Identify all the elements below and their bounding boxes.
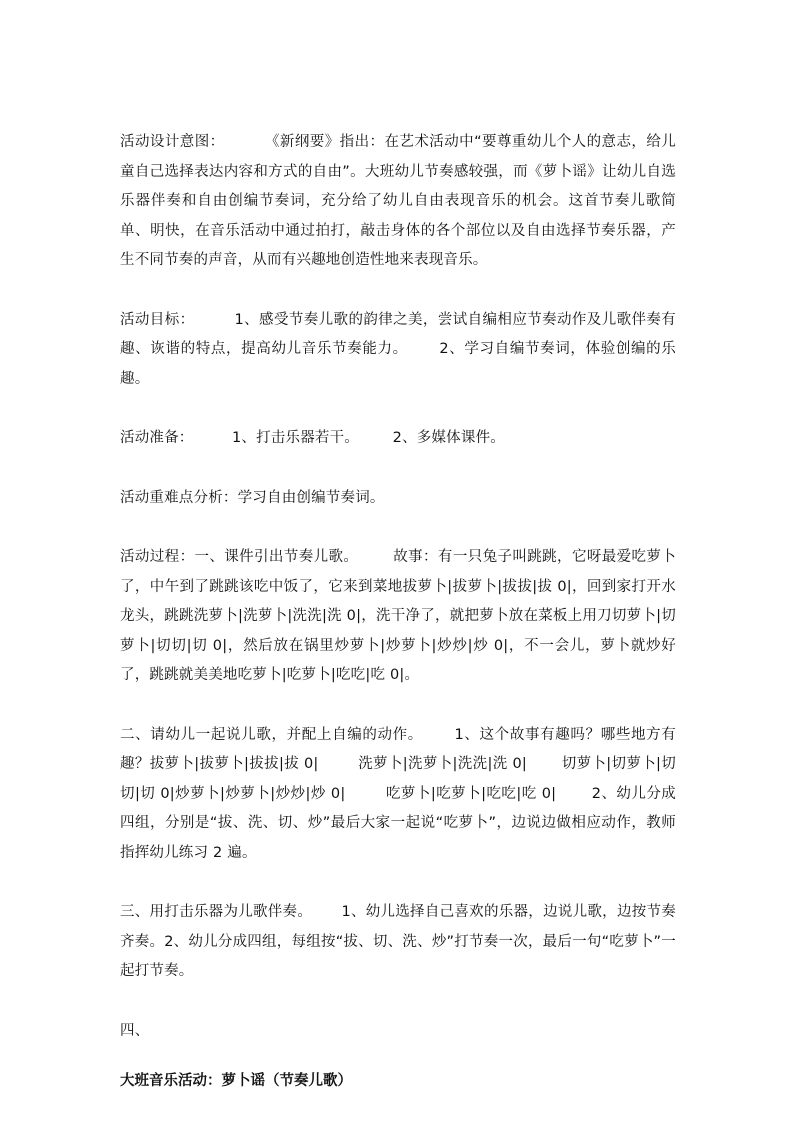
design-intent-paragraph: 活动设计意图： 《新纲要》指出：在艺术活动中“要尊重幼儿个人的意志，给儿童自己选择表达内容和方式的自由”。大班幼儿节奏感较强，而《萝卜谣》让幼儿自选乐器伴奏和自由创编节奏词，充分给了幼儿自由表现音乐的机会。这首节奏儿歌简单、明快，在音乐活动中通过拍打，敲击身体的各个部位以及自由选择节奏乐器，产生不同节奏的声音，从而有兴趣地创造性地来表现音乐。 [120, 134, 676, 268]
process-paragraph-2: 二、请幼儿一起说儿歌，并配上自编的动作。 1、这个故事有趣吗？哪些地方有趣？拔萝卜|拔萝卜|拔拔|拔 0| 洗萝卜|洗萝卜|洗洗|洗 0| 切萝卜|切萝卜|切切|切 0|炒萝卜|炒萝卜|炒炒|炒 0| 吃萝卜|吃萝卜|吃吃|吃 0| 2、幼儿分成四组，分别是“拔、洗、切、炒”最后大家一起说“吃萝卜”，边说边做相应动作，教师指挥幼儿练习 2 遍。 [120, 726, 676, 861]
preparation-paragraph: 活动准备： 1、打击乐器若干。 2、多媒体课件。 [120, 430, 505, 446]
process-paragraph-3: 三、用打击乐器为儿歌伴奏。 1、幼儿选择自己喜欢的乐器，边说儿歌，边按节奏齐奏。2、幼儿分成四组，每组按“拔、切、洗、炒”打节奏一次，最后一句“吃萝卜”一起打节奏。 [120, 904, 676, 979]
objectives-paragraph: 活动目标： 1、感受节奏儿歌的韵律之美，尝试自编相应节奏动作及儿歌伴奏有趣、诙谐的特点，提高幼儿音乐节奏能力。 2、学习自编节奏词，体验创编的乐趣。 [120, 311, 676, 387]
key-difficulty-paragraph: 活动重难点分析：学习自由创编节奏词。 [120, 489, 385, 506]
process-paragraph-4: 四、 [120, 1022, 150, 1039]
activity-title: 大班音乐活动：萝卜谣（节奏儿歌） [120, 1072, 352, 1089]
process-paragraph-1: 活动过程：一、课件引出节奏儿歌。 故事：有一只兔子叫跳跳，它呀最爱吃萝卜了，中午到了跳跳该吃中饭了，它来到菜地拔萝卜|拔萝卜|拔拔|拔 0|，回到家打开水龙头，跳跳洗萝卜|洗萝卜|洗洗|洗 0|，洗干净了，就把萝卜放在菜板上用刀切萝卜|切萝卜|切切|切 0|，然后放在锅里炒萝卜|炒萝卜|炒炒|炒 0|，不一会儿，萝卜就炒好了，跳跳就美美地吃萝卜|吃萝卜|吃吃|吃 0|。 [120, 549, 676, 683]
document-page [120, 128, 676, 1096]
